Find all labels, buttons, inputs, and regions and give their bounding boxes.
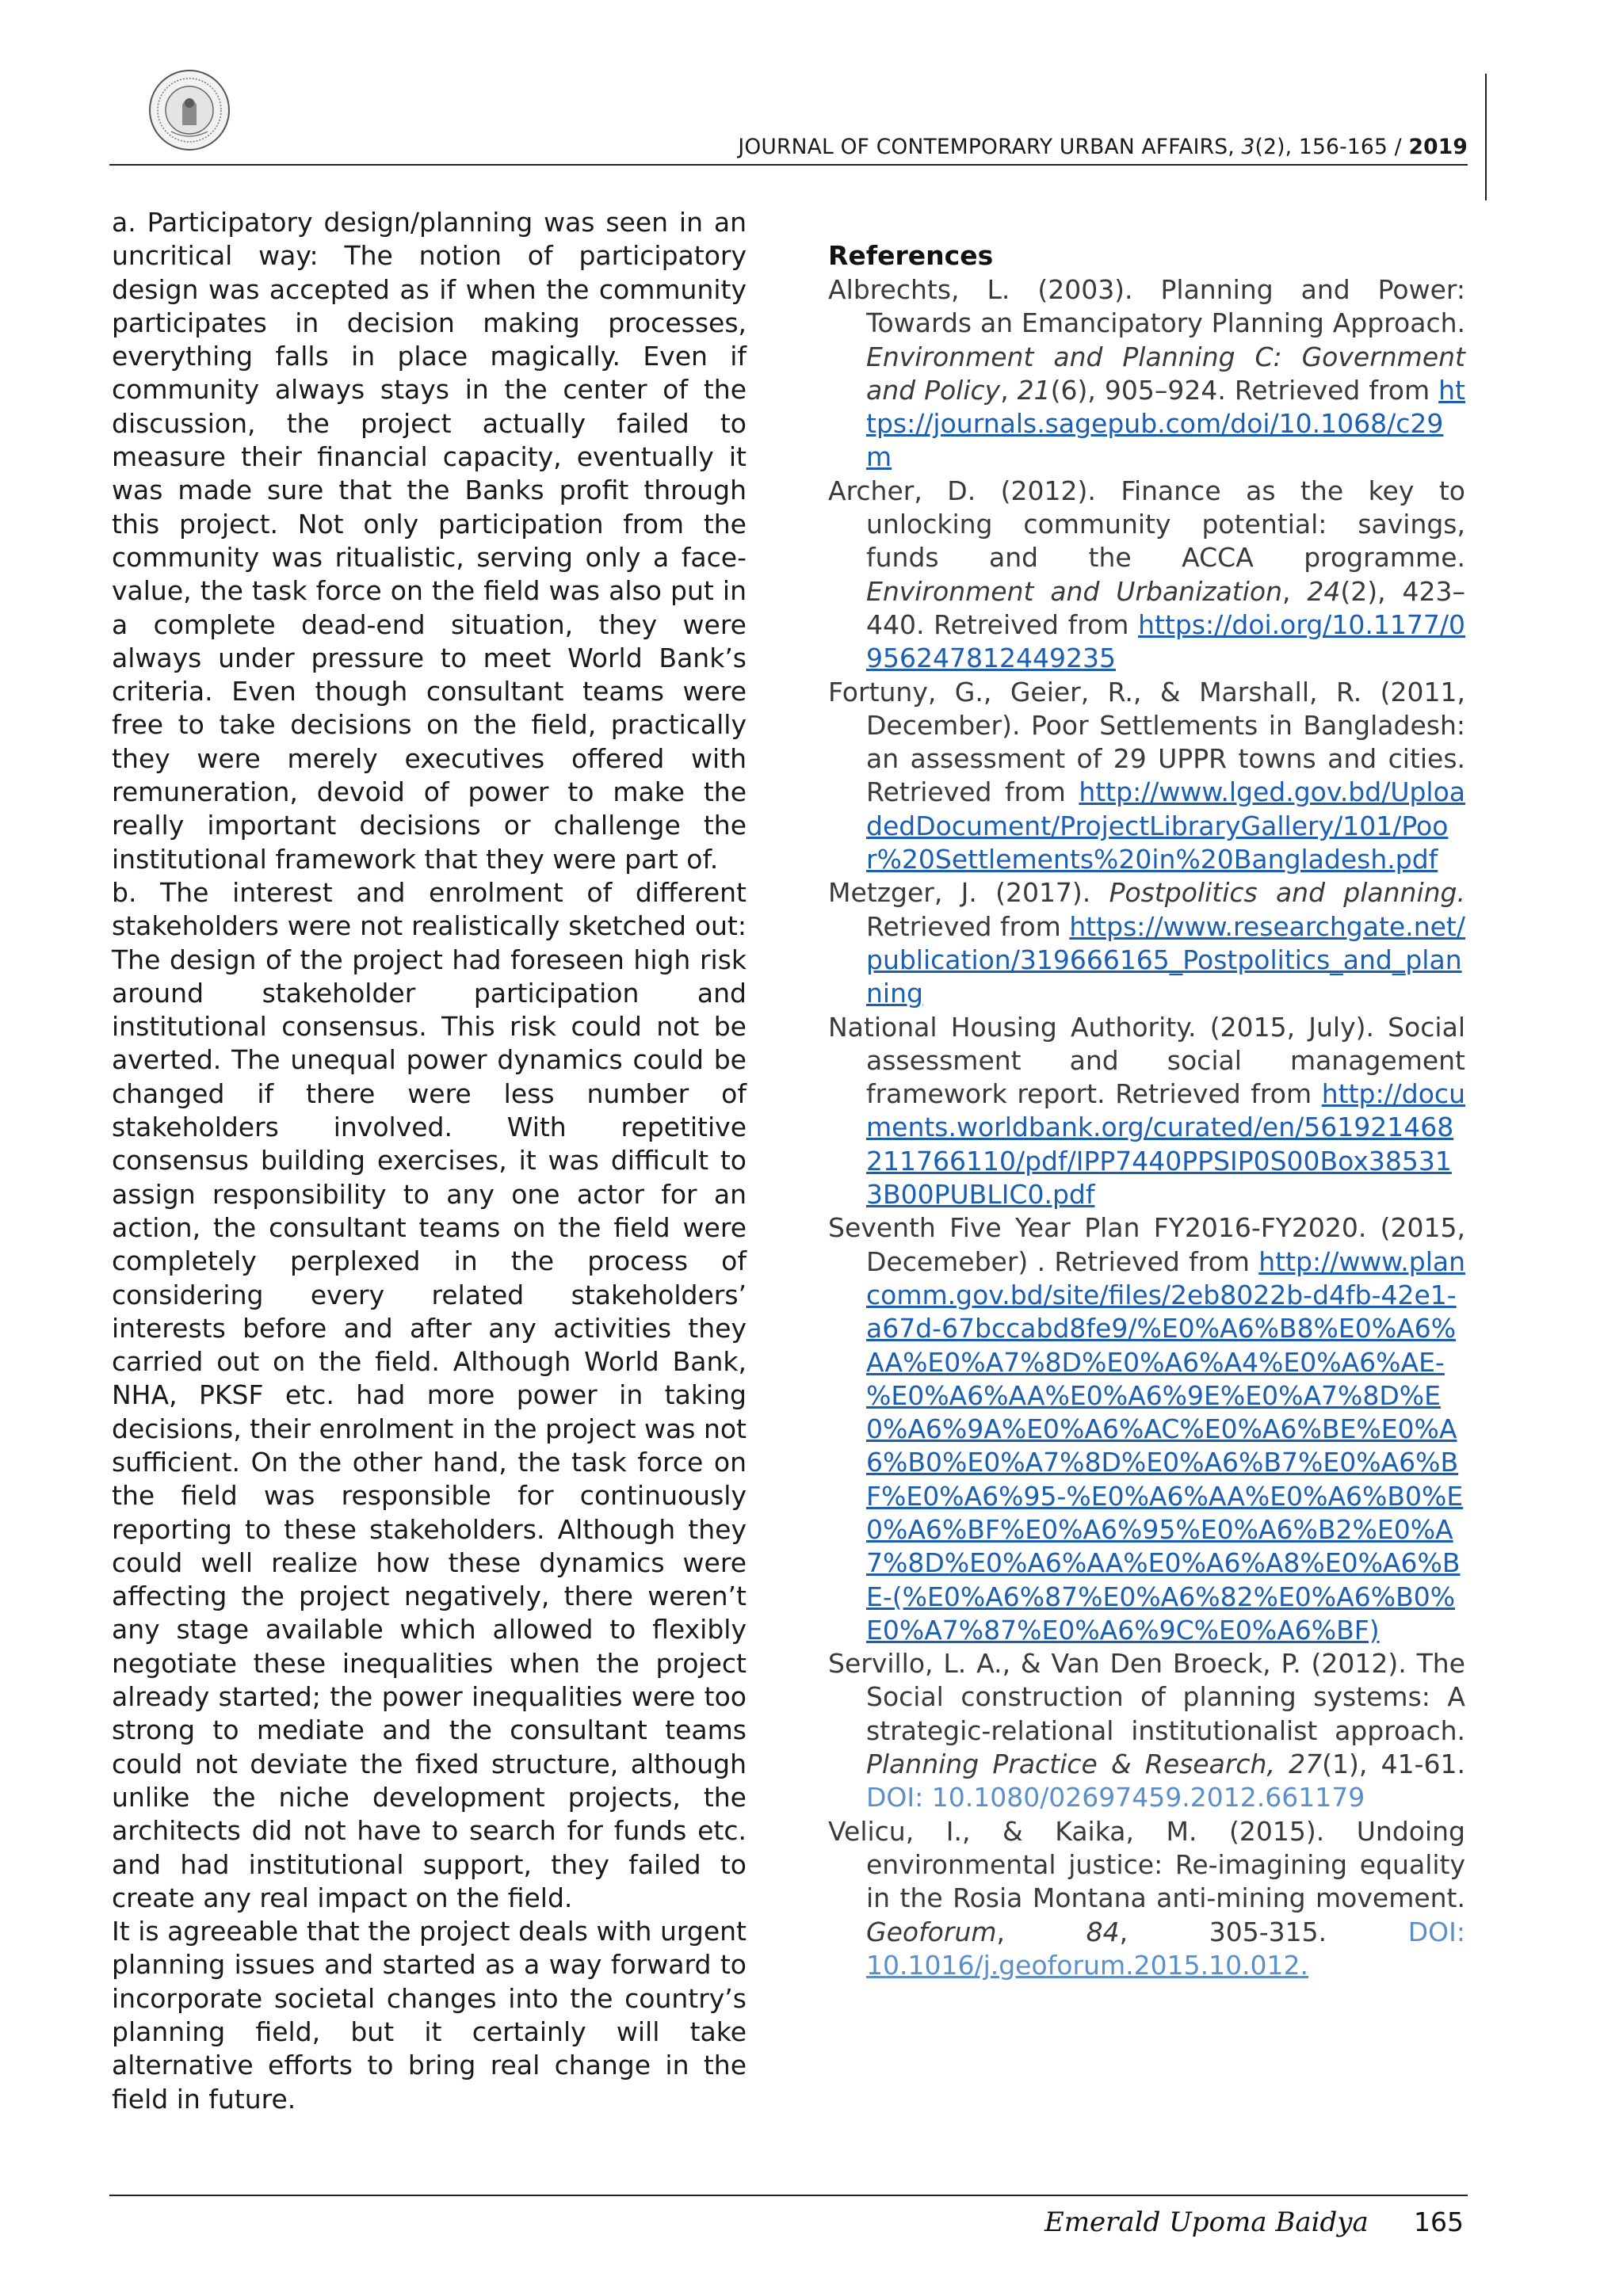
reference-source: Postpolitics and planning. (1109, 877, 1465, 909)
reference-text: Archer, D. (2012). Finance as the key to unlocking community potential: savings, funds and the ACCA programme. (828, 475, 1465, 574)
reference-link[interactable]: https://doi.org/10.1177/0956247812449235 (866, 608, 1465, 674)
margin-bar (1485, 74, 1487, 200)
reference-volume: 21 (1017, 374, 1051, 406)
reference-text (1275, 1749, 1289, 1779)
reference-link[interactable]: http://www.plancomm.gov.bd/site/files/2eb8022b-d4fb-42e1-a67d-67bccabd8fe9/%E0%A6%B8%E0%A6%AA%E0%A7%8D%E0%A6%A4%E0%A6%AE-%E0%A6%AA%E0%A6%9E%E0%A7%8D%E0%A6%9A%E0%A6%AC%E0%A6%BE%E0%A6%B0%E0%A7%8D%E0%A6%B7%E0%A6%BF%E0%A6%95-%E0%A6%AA%E0%A6%B0%E0%A6%BF%E0%A6%95%E0%A6%B2%E0%A7%8D%E0%A6%AA%E0%A6%A8%E0%A6%BE-(%E0%A6%87%E0%A6%82%E0%A6%B0%E0%A7%87%E0%A6%9C%E0%A6%BF) (866, 1245, 1465, 1646)
reference-text: Metzger, J. (2017). (828, 877, 1109, 909)
reference-volume: 27 (1289, 1749, 1323, 1780)
reference-text: , (1282, 575, 1308, 607)
journal-year: 2019 (1408, 135, 1468, 159)
reference-text: National Housing Authority. (2015, July). Social assessment and social management framework report. Retrieved from (828, 1011, 1465, 1110)
journal-volume: 3 (1241, 135, 1255, 159)
reference-text: Albrechts, L. (2003). Planning and Power: Towards an Emancipatory Planning Approach. (828, 274, 1465, 339)
body-paragraph: b. The interest and enrolment of different stakeholders were not realistically sketched out: The design of the project had foreseen high risk around stakeholder participation and institutional consensus. This risk could not be averted. The unequal power dynamics could be changed if there were less number of stakeholders involved. With repetitive consensus building exercises, it was difficult to assign responsibility to any one actor for an action, the consultant teams on the field were completely perplexed in the process of considering every related stakeholders’ interests before and after any activities they carried out on the field. Although World Bank, NHA, PKSF etc. had more power in taking decisions, their enrolment in the project was not sufficient. On the other hand, the task force on the field was responsible for continuously reporting to these stakeholders. Although they could well realize how these dynamics were affecting the project negatively, there weren’t any stage available which allowed to flexibly negotiate these inequalities when the project already started; the power inequalities were too strong to mediate and the consultant teams could not deviate the fixed structure, although unlike the niche development projects, the architects did not have to search for funds etc. and had institutional support, they failed to create any real impact on the field. (112, 876, 747, 1913)
journal-name: JOURNAL OF CONTEMPORARY URBAN AFFAIRS, (738, 135, 1242, 159)
reference-item (828, 676, 1465, 877)
left-column (112, 206, 747, 2116)
reference-volume: 84 (1086, 1916, 1120, 1947)
reference-item (828, 1647, 1465, 1814)
reference-text: Fortuny, G., Geier, R., & Marshall, R. (2011, December). Poor Settlements in Bangladesh: an assessment of 29 UPPR towns and cities. Retrieved from (828, 676, 1465, 808)
journal-issue-pages: (2), 156-165 / (1254, 135, 1409, 159)
reference-item (828, 876, 1465, 1010)
reference-item (828, 475, 1465, 676)
reference-text: Velicu, I., & Kaika, M. (2015). Undoing environmental justice: Re-imagining equality in the Rosia Montana anti-mining movement. (828, 1815, 1465, 1914)
page-number: 165 (1414, 2206, 1464, 2237)
reference-doi-prefix: DOI: (1407, 1916, 1466, 1947)
reference-text: , (996, 1916, 1086, 1947)
reference-text: Servillo, L. A., & Van Den Broeck, P. (2012). The Social construction of planning systems: A strategic-relational institutionalist approach. (828, 1648, 1465, 1746)
footer-author: Emerald Upoma Baidya (1044, 2206, 1369, 2238)
reference-text: (2), 423–440. Retreived from (866, 575, 1465, 640)
reference-link[interactable]: https://www.researchgate.net/publication/319666165_Postpolitics_and_planning (866, 910, 1465, 1009)
reference-link[interactable]: http://www.lged.gov.bd/UploadedDocument/ProjectLibraryGallery/101/Poor%20Settlements%20in%20Bangladesh.pdf (866, 776, 1465, 875)
reference-text: (6), 905–924. Retrieved from (1050, 374, 1439, 406)
reference-item (828, 1211, 1465, 1647)
reference-text: Seventh Five Year Plan FY2016-FY2020. (2015, Decemeber) . Retrieved from (828, 1212, 1465, 1277)
reference-source: Environment and Planning C: Government and Policy (866, 341, 1465, 406)
reference-volume: 24 (1307, 575, 1341, 607)
reference-source: Environment and Urbanization (866, 575, 1283, 607)
footer-rule (109, 2195, 1468, 2196)
reference-text: , 305-315. (1119, 1916, 1408, 1947)
reference-text: , (1000, 374, 1018, 406)
reference-source: Planning Practice & Research, (866, 1749, 1275, 1780)
reference-item (828, 1011, 1465, 1212)
reference-list (828, 273, 1465, 1982)
body-paragraph: It is agreeable that the project deals with urgent planning issues and started as a way forward to incorporate societal changes into the country’s planning field, but it certainly will take alternative efforts to bring real change in the field in future. (112, 1916, 747, 2115)
journal-seal-logo (147, 68, 231, 152)
reference-doi-link[interactable]: 10.1016/j.geoforum.2015.10.012. (866, 1949, 1309, 1981)
reference-link[interactable]: http://documents.worldbank.org/curated/en/561921468211766110/pdf/IPP7440PPSIP0S00Box385313B00PUBLIC0.pdf (866, 1078, 1465, 1211)
header-rule (109, 164, 1468, 166)
reference-item (828, 273, 1465, 475)
reference-item (828, 1815, 1465, 1982)
body-paragraph: a. Participatory design/planning was seen in an uncritical way: The notion of participatory design was accepted as if when the community participates in decision making processes, everything falls in place magically. Even if community always stays in the center of the discussion, the project actually failed to measure their financial capacity, eventually it was made sure that the Banks profit through this project. Not only participation from the community was ritualistic, serving only a face-value, the task force on the field was also put in a complete dead-end situation, they were always under pressure to meet World Bank’s criteria. Even though consultant teams were free to take decisions on the field, practically they were merely executives offered with remuneration, devoid of power to make the really important decisions or challenge the institutional framework that they were part of. (112, 207, 747, 875)
journal-header (738, 135, 1468, 159)
reference-doi: DOI: 10.1080/02697459.2012.661179 (866, 1782, 1365, 1814)
reference-source: Geoforum (866, 1916, 997, 1947)
reference-link[interactable]: https://journals.sagepub.com/doi/10.1068/c29m (866, 374, 1465, 473)
reference-text: Retrieved from (866, 910, 1070, 942)
references-heading: References (828, 240, 994, 271)
reference-text: (1), 41-61. (1322, 1749, 1465, 1780)
